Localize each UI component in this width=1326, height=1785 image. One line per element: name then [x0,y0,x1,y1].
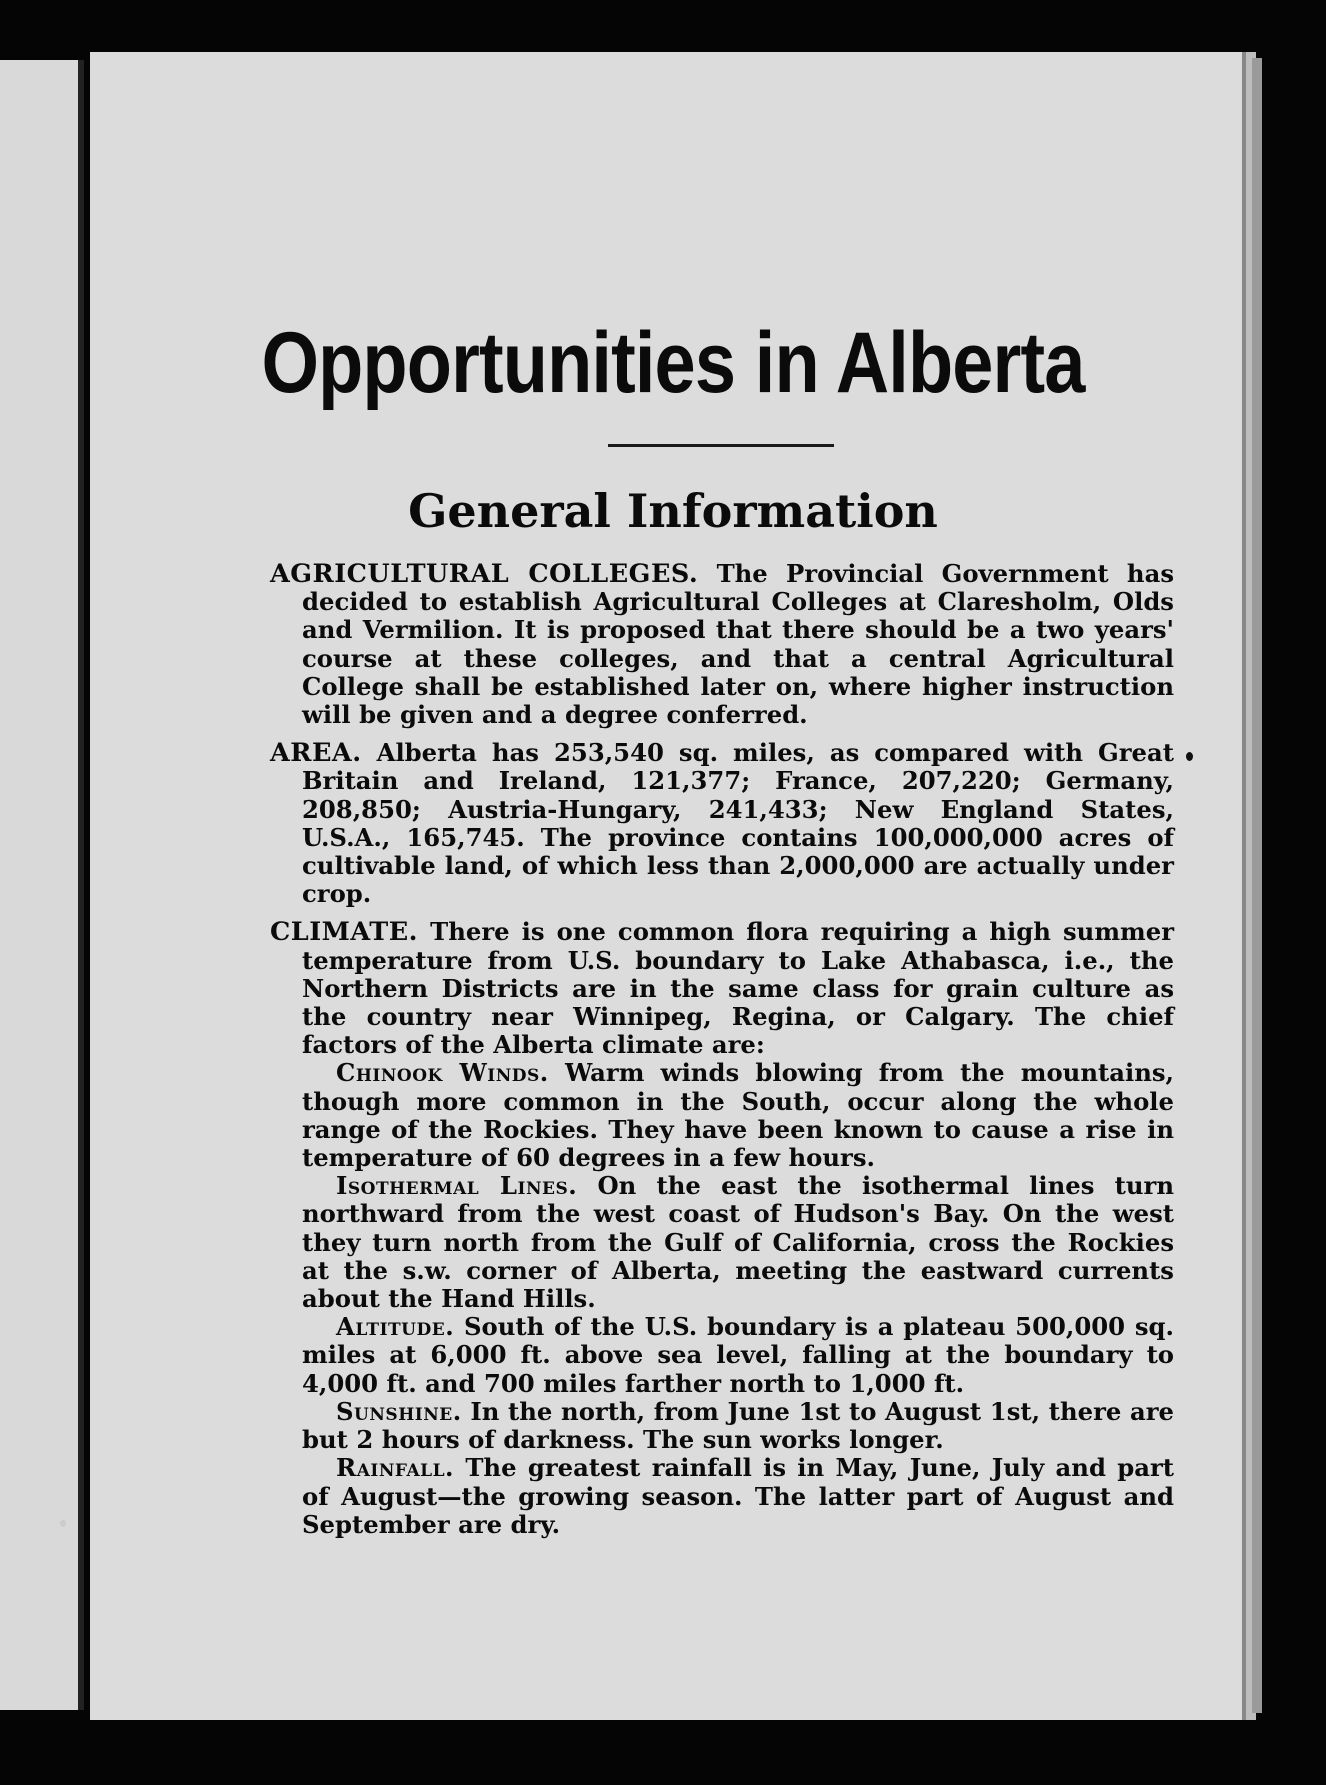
facing-page-edge [0,60,84,1710]
factor-heading: Isothermal Lines. [336,1171,578,1201]
section-text: The Provincial Government has decided to establish Agricultural Colleges at Claresholm, Olds and Vermilion. It is proposed that there should be a two years' course at these colleges, and that a central Agricultural College shall be established later on, where higher instruction will be given and a degree conferred. [302,559,1174,730]
climate-factor-isothermal-lines [302,1172,1174,1313]
page-title: Opportunities in Alberta [261,315,1085,411]
factor-text: Warm winds blowing from the mountains, though more common in the South, occur along the whole range of the Rockies. They have been known to cause a rise in temperature of 60 degrees in a few hours. [302,1058,1174,1173]
document-page [90,52,1256,1720]
factor-text: South of the U.S. boundary is a plateau 500,000 sq. miles at 6,000 ft. above sea level, falling at the boundary to 4,000 ft. and 700 miles farther north to 1,000 ft. [302,1312,1174,1398]
factor-heading: Chinook Winds. [336,1058,549,1088]
section-text: Alberta has 253,540 sq. miles, as compared with Great Britain and Ireland, 121,377; France, 207,220; Germany, 208,850; Austria-Hungary, 241,433; New England States, U.S.A., 165,745. The province contains 100,000,000 acres of cultivable land, of which less than 2,000,000 are actually under crop. [302,738,1174,909]
section-heading: AGRICULTURAL COLLEGES. [270,559,699,589]
ink-speck [1186,752,1193,761]
document-body [270,560,1174,1539]
page-right-edge [1252,58,1262,1713]
factor-heading: Sunshine. [336,1396,462,1426]
section-area [270,739,1174,908]
scan-speck [60,1520,66,1527]
section-climate [270,918,1174,1059]
factor-text: In the north, from June 1st to August 1st, there are but 2 hours of darkness. The sun works longer. [302,1396,1174,1455]
title-rule [608,444,834,447]
factor-heading: Altitude. [336,1312,455,1342]
factor-text: On the east the isothermal lines turn northward from the west coast of Hudson's Bay. On the west they turn north from the Gulf of California, cross the Rockies at the s.w. corner of Alberta, meeting the eastward currents about the Hand Hills. [302,1171,1174,1314]
factor-text: The greatest rainfall is in May, June, July and part of August—the growing season. The latter part of August and September are dry. [302,1453,1174,1539]
section-text: There is one common flora requiring a high summer temperature from U.S. boundary to Lake Athabasca, i.e., the Northern Districts are in the same class for grain culture as the country near Winnipeg, Regina, or Calgary. The chief factors of the Alberta climate are: [302,917,1174,1060]
section-heading: AREA. [270,738,362,769]
factor-heading: Rainfall. [336,1453,455,1483]
climate-factor-rainfall [302,1454,1174,1539]
section-heading: CLIMATE. [270,917,419,948]
page-subtitle: General Information [408,484,938,538]
section-agricultural-colleges [270,560,1174,729]
climate-factor-altitude [302,1313,1174,1398]
climate-factor-sunshine [302,1398,1174,1454]
climate-factor-chinook-winds [302,1059,1174,1172]
